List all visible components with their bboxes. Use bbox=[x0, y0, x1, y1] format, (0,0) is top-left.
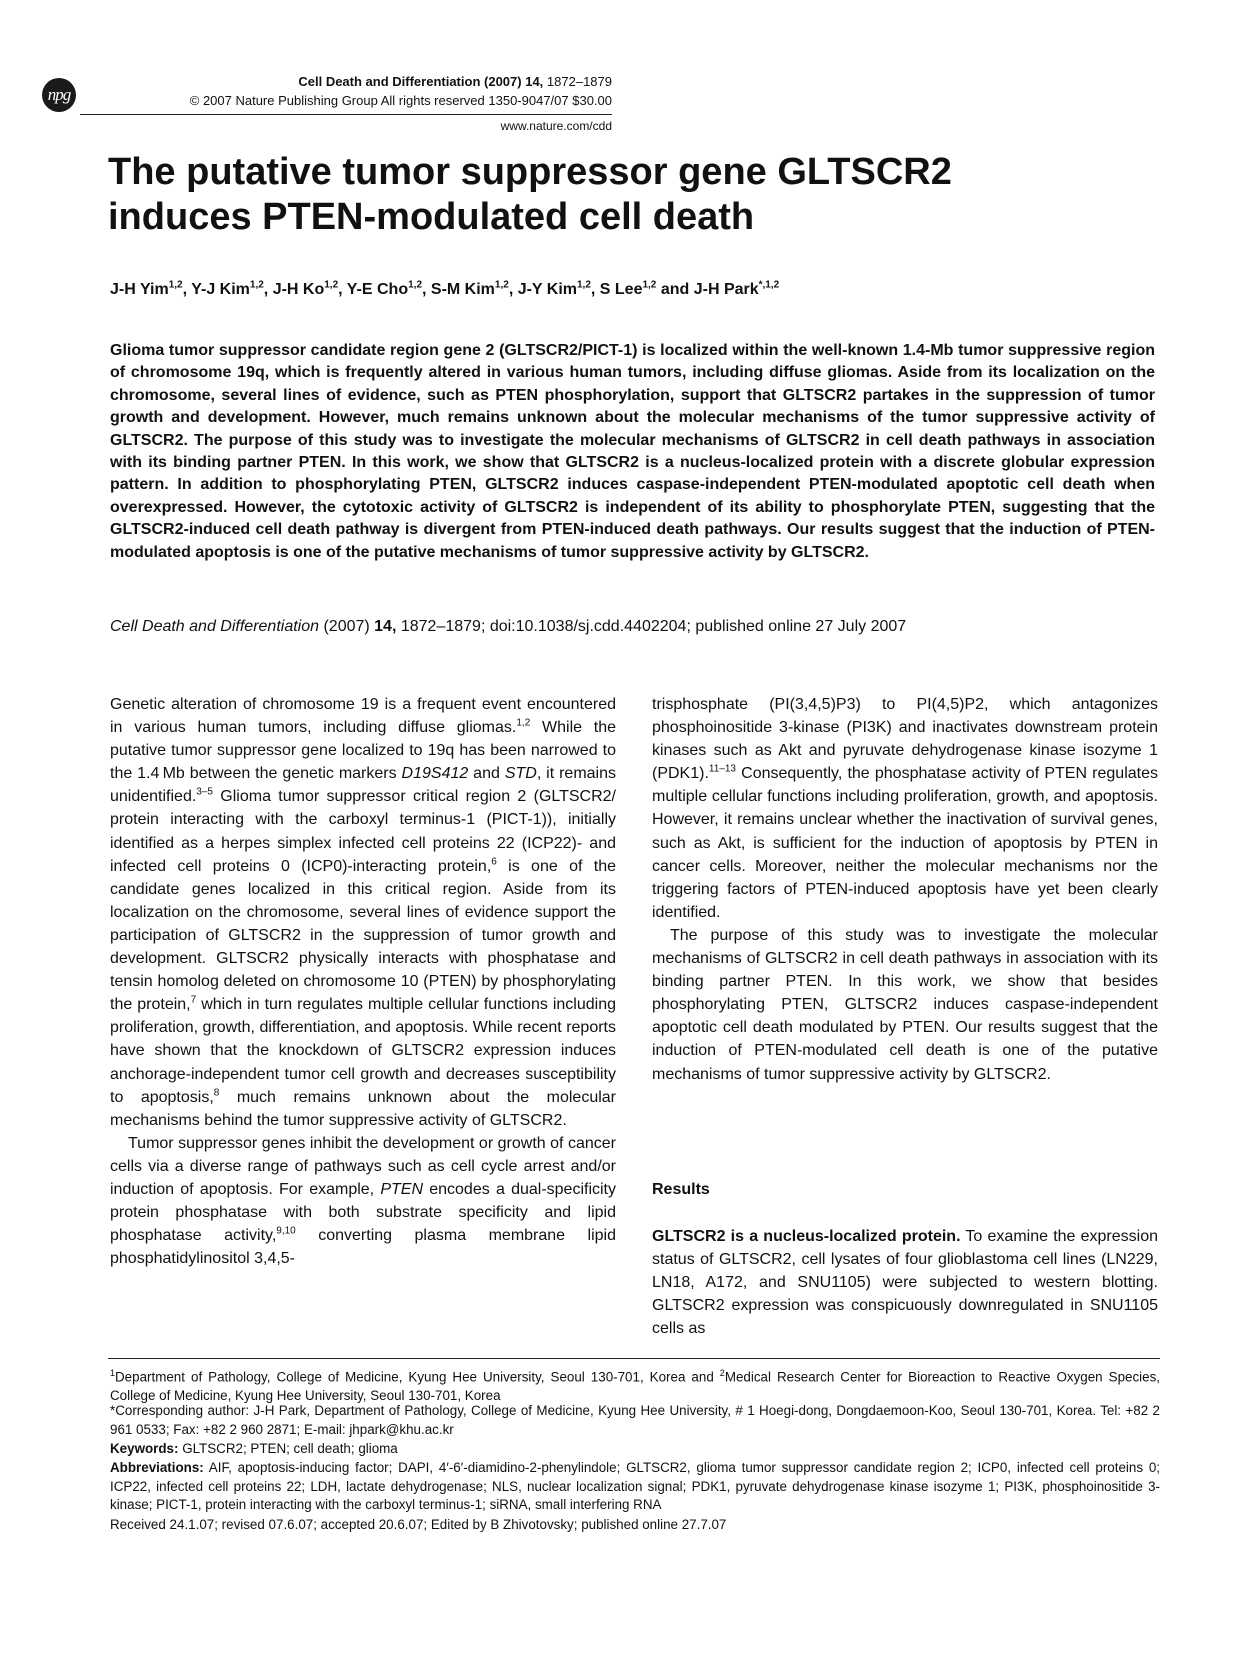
author-list bbox=[110, 280, 1160, 299]
intro-paragraph-1: Genetic alteration of chromosome 19 is a frequent event encountered in various human tumors, including diffuse gliomas.$^{1,2}$ While the putative tumor suppressor gene localized to 19q has been narrowed to the 1.4 Mb between the genetic markers D19S412 and STD, it remains unidentified.$^{3-5}$ Glioma tumor suppressor critical region 2 (GLTSCR2/ protein interacting with the carboxyl terminus-1 (PICT-1)), initially identified as a herpes simplex infected cell proteins 22 (ICP22)- and infected cell proteins 0 (ICP0)-interacting protein,$^6$ is one of the candidate genes localized in this critical region. Aside from its localization on the chromosome, several lines of evidence support the participation of GLTSCR2 in the suppression of tumor growth and development. GLTSCR2 physically interacts with phosphatase and tensin homolog deleted on chromosome 10 (PTEN) by phosphorylating the protein,$^7$ which in turn regulates multiple cellular functions including proliferation, growth, differentiation, and apoptosis. While recent reports have shown that the knockdown of GLTSCR2 expression induces anchorage-independent tumor cell growth and decreases susceptibility to apoptosis,$^8$ much remains unknown about the molecular mechanisms behind the tumor suppressive activity of GLTSCR2. bbox=[110, 696, 617, 1129]
author: Y-E Cho$^{1,2}$, bbox=[346, 280, 431, 299]
footnote-divider bbox=[108, 1358, 1160, 1359]
abstract: Glioma tumor suppressor candidate region gene 2 (GLTSCR2/PICT-1) is localized within the well-known 1.4-Mb tumor suppressive region of chromosome 19q, which is frequently altered in various human tumors, including diffuse gliomas. Aside from its localization on the chromosome, several lines of evidence, such as PTEN phosphorylation, support that GLTSCR2 partakes in the suppression of tumor growth and development. However, much remains unknown about the molecular mechanisms of the tumor suppressive activity of GLTSCR2. The purpose of this study was to investigate the molecular mechanisms of GLTSCR2 in cell death pathways in association with its binding partner PTEN. In this work, we show that GLTSCR2 is a nucleus-localized protein with a discrete globular expression pattern. In addition to phosphorylating PTEN, GLTSCR2 induces caspase-independent PTEN-modulated apoptotic cell death when overexpressed. However, the cytotoxic activity of GLTSCR2 is independent of its ability to phosphorylate PTEN, suggesting that the GLTSCR2-induced cell death pathway is divergent from PTEN-induced death pathways. Our results suggest that the induction of PTEN-modulated apoptosis is one of the putative mechanisms of tumor suppressive activity by GLTSCR2. bbox=[110, 342, 1155, 561]
journal-year: (2007) bbox=[484, 74, 522, 89]
author: J-H Park$^{*,1,2}$ bbox=[693, 280, 780, 299]
journal-url[interactable]: www.nature.com/cdd bbox=[500, 119, 612, 133]
author: J-H Ko$^{1,2}$, bbox=[272, 280, 347, 299]
author: J-Y Kim$^{1,2}$, bbox=[517, 280, 600, 299]
journal-name: Cell Death and Differentiation bbox=[298, 74, 481, 89]
reference-citation[interactable]: 9,10 bbox=[276, 1225, 296, 1237]
reference-citation[interactable]: 3–5 bbox=[196, 787, 213, 799]
journal-reference bbox=[120, 73, 612, 90]
title-line-2: induces PTEN-modulated cell death bbox=[108, 196, 755, 238]
journal-volume: 14, bbox=[525, 74, 544, 89]
author: S Lee$^{1,2}$ and bbox=[599, 280, 694, 299]
npg-logo: npg bbox=[42, 78, 76, 112]
intro-paragraph-4: The purpose of this study was to investigate the molecular mechanisms of GLTSCR2 in cell death pathways in association with its binding partner PTEN. In this work, we show that besides phosphorylating PTEN, GLTSCR2 induces caspase-independent apoptotic cell death modulated by PTEN. Our results suggest that the induction of PTEN-modulated cell death is one of the putative mechanisms of tumor suppressive activity by GLTSCR2. bbox=[652, 926, 1158, 1083]
results-paragraph-1: GLTSCR2 is a nucleus-localized protein. To examine the expression status of GLTSCR2, cell lysates of four glioblastoma cell lines (LN229, LN18, A172, and SNU1105) were subjected to western blotting. GLTSCR2 expression was conspicuously downregulated in SNU1105 cells as bbox=[652, 1228, 1158, 1338]
journal-pages: 1872–1879 bbox=[546, 74, 612, 89]
received-dates: Received 24.1.07; revised 07.6.07; accepted 20.6.07; Edited by B Zhivotovsky; published online 27.7.07 bbox=[110, 1517, 727, 1532]
corresponding-author: *Corresponding author: J-H Park, Department of Pathology, College of Medicine, Kyung Hee University, # 1 Hoegi-dong, Dongdaemoon-Koo, Seoul 130-701, Korea. Tel: +82 2 961 0533; Fax: +82 2 960 2871; E-mail: jhpark@khu.ac.kr bbox=[110, 1403, 1160, 1437]
affiliations: $^1$Department of Pathology, College of Medicine, Kyung Hee University, Seoul 130-701, Korea and $^2$Medical Research Center for Bioreaction to Reactive Oxygen Species, College of Medicine, Kyung Hee University, Seoul 130-701, Korea bbox=[110, 1368, 1161, 1404]
intro-paragraph-2: Tumor suppressor genes inhibit the development or growth of cancer cells via a diverse range of pathways such as cell cycle arrest and/or induction of apoptosis. For example, PTEN encodes a dual-specificity protein phosphatase with both substrate specificity and lipid phosphatase activity,$^{9,10}$ converting plasma membrane lipid phosphatidylinositol 3,4,5- bbox=[110, 1134, 617, 1268]
citation-line: Cell Death and Differentiation (2007) 14, 1872–1879; doi:10.1038/sj.cdd.4402204; published online 27 July 2007 bbox=[110, 618, 907, 635]
body-column-right bbox=[652, 693, 1158, 1086]
body-column-left bbox=[110, 693, 616, 1270]
keywords: Keywords: GLTSCR2; PTEN; cell death; glioma bbox=[110, 1441, 398, 1456]
header-divider bbox=[80, 114, 612, 115]
author: S-M Kim$^{1,2}$, bbox=[430, 280, 518, 299]
results-heading: Results bbox=[652, 1181, 710, 1198]
results-subheading: GLTSCR2 is a nucleus-localized protein. bbox=[652, 1228, 961, 1245]
reference-citation[interactable]: 11–13 bbox=[708, 763, 736, 775]
author: Y-J Kim$^{1,2}$, bbox=[191, 280, 273, 299]
abbreviations: Abbreviations: AIF, apoptosis-inducing factor; DAPI, 4′-6′-diamidino-2-phenylindole; GLTSCR2, glioma tumor suppressor candidate region 2; ICP0, infected cell proteins 0; ICP22, infected cell proteins 22; LDH, lactate dehydrogenase; NLS, nuclear localization signal; PDK1, pyruvate dehydrogenase kinase isozyme 1; PI3K, phosphoinositide 3-kinase; PICT-1, protein interacting with the carboxyl terminus-1; siRNA, small interfering RNA bbox=[110, 1460, 1160, 1513]
author: J-H Yim$^{1,2}$, bbox=[110, 280, 192, 299]
article-title bbox=[108, 150, 1158, 240]
reference-citation[interactable]: 7 bbox=[190, 994, 197, 1006]
intro-paragraph-3: trisphosphate (PI(3,4,5)P3) to PI(4,5)P2, which antagonizes phosphoinositide 3-kinase (PI3K) and inactivates downstream protein kinases such as Akt and pyruvate dehydrogenase kinase isozyme 1 (PDK1).$^{11-13}$ Consequently, the phosphatase activity of PTEN regulates multiple cellular functions including proliferation, growth, and apoptosis. However, it remains unclear whether the inactivation of survival genes, such as Akt, is sufficient for the induction of apoptosis by PTEN in cancer cells. Moreover, neither the molecular mechanisms nor the triggering factors of PTEN-induced apoptosis have yet been clearly identified. bbox=[652, 696, 1158, 921]
reference-citation[interactable]: 8 bbox=[213, 1087, 220, 1099]
title-line-1: The putative tumor suppressor gene GLTSCR2 bbox=[108, 151, 952, 193]
reference-citation[interactable]: 6 bbox=[491, 856, 497, 868]
reference-citation[interactable]: 1,2 bbox=[516, 717, 531, 729]
copyright-line: © 2007 Nature Publishing Group All rights reserved 1350-9047/07 $30.00 bbox=[189, 93, 612, 108]
